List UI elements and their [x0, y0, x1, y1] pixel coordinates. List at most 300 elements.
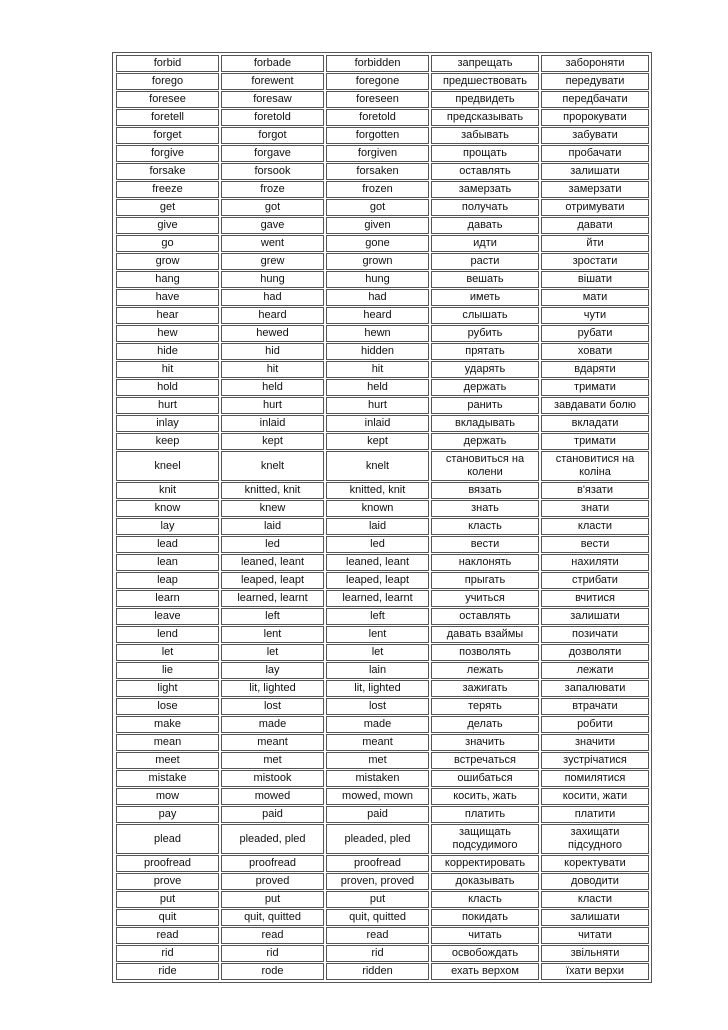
past-simple-cell: heard: [221, 307, 324, 324]
table-row: [116, 891, 649, 908]
ukrainian-translation-cell: вішати: [541, 271, 649, 288]
russian-translation-cell: замерзать: [431, 181, 539, 198]
russian-translation-cell: учиться: [431, 590, 539, 607]
russian-translation-cell: забывать: [431, 127, 539, 144]
past-participle-cell: meant: [326, 734, 429, 751]
ukrainian-translation-cell: чути: [541, 307, 649, 324]
past-simple-cell: leaned, leant: [221, 554, 324, 571]
table-row: [116, 482, 649, 499]
table-row: [116, 734, 649, 751]
russian-translation-cell: класть: [431, 891, 539, 908]
ukrainian-translation-cell: становитися на коліна: [541, 451, 649, 481]
infinitive-cell: lie: [116, 662, 219, 679]
table-row: [116, 626, 649, 643]
table-row: [116, 770, 649, 787]
past-simple-cell: foretold: [221, 109, 324, 126]
table-row: [116, 253, 649, 270]
ukrainian-translation-cell: лежати: [541, 662, 649, 679]
past-participle-cell: forsaken: [326, 163, 429, 180]
past-simple-cell: paid: [221, 806, 324, 823]
ukrainian-translation-cell: ховати: [541, 343, 649, 360]
russian-translation-cell: давать взаймы: [431, 626, 539, 643]
past-simple-cell: mowed: [221, 788, 324, 805]
past-simple-cell: hid: [221, 343, 324, 360]
past-simple-cell: lay: [221, 662, 324, 679]
ukrainian-translation-cell: доводити: [541, 873, 649, 890]
table-row: [116, 361, 649, 378]
ukrainian-translation-cell: косити, жати: [541, 788, 649, 805]
infinitive-cell: meet: [116, 752, 219, 769]
table-row: [116, 73, 649, 90]
ukrainian-translation-cell: забороняти: [541, 55, 649, 72]
infinitive-cell: rid: [116, 945, 219, 962]
table-row: [116, 806, 649, 823]
past-simple-cell: made: [221, 716, 324, 733]
table-row: [116, 716, 649, 733]
russian-translation-cell: запрещать: [431, 55, 539, 72]
russian-translation-cell: встречаться: [431, 752, 539, 769]
past-participle-cell: grown: [326, 253, 429, 270]
infinitive-cell: forgive: [116, 145, 219, 162]
russian-translation-cell: класть: [431, 518, 539, 535]
ukrainian-translation-cell: вчитися: [541, 590, 649, 607]
infinitive-cell: forego: [116, 73, 219, 90]
verb-table-sheet: [112, 52, 652, 983]
past-simple-cell: knew: [221, 500, 324, 517]
past-simple-cell: rid: [221, 945, 324, 962]
table-row: [116, 680, 649, 697]
past-simple-cell: froze: [221, 181, 324, 198]
infinitive-cell: grow: [116, 253, 219, 270]
table-row: [116, 788, 649, 805]
past-simple-cell: meant: [221, 734, 324, 751]
russian-translation-cell: косить, жать: [431, 788, 539, 805]
ukrainian-translation-cell: завдавати болю: [541, 397, 649, 414]
table-row: [116, 644, 649, 661]
russian-translation-cell: получать: [431, 199, 539, 216]
russian-translation-cell: оставлять: [431, 608, 539, 625]
russian-translation-cell: иметь: [431, 289, 539, 306]
table-row: [116, 307, 649, 324]
infinitive-cell: lay: [116, 518, 219, 535]
ukrainian-translation-cell: читати: [541, 927, 649, 944]
past-simple-cell: quit, quitted: [221, 909, 324, 926]
past-participle-cell: forgiven: [326, 145, 429, 162]
ukrainian-translation-cell: отримувати: [541, 199, 649, 216]
infinitive-cell: mow: [116, 788, 219, 805]
infinitive-cell: kneel: [116, 451, 219, 481]
table-row: [116, 199, 649, 216]
ukrainian-translation-cell: передувати: [541, 73, 649, 90]
ukrainian-translation-cell: їхати верхи: [541, 963, 649, 980]
russian-translation-cell: ранить: [431, 397, 539, 414]
past-simple-cell: learned, learnt: [221, 590, 324, 607]
past-participle-cell: given: [326, 217, 429, 234]
past-participle-cell: proven, proved: [326, 873, 429, 890]
russian-translation-cell: корректировать: [431, 855, 539, 872]
ukrainian-translation-cell: пророкувати: [541, 109, 649, 126]
past-participle-cell: frozen: [326, 181, 429, 198]
table-row: [116, 572, 649, 589]
past-participle-cell: knelt: [326, 451, 429, 481]
past-participle-cell: mowed, mown: [326, 788, 429, 805]
russian-translation-cell: читать: [431, 927, 539, 944]
russian-translation-cell: делать: [431, 716, 539, 733]
russian-translation-cell: расти: [431, 253, 539, 270]
ukrainian-translation-cell: зростати: [541, 253, 649, 270]
russian-translation-cell: ехать верхом: [431, 963, 539, 980]
russian-translation-cell: держать: [431, 433, 539, 450]
table-row: [116, 518, 649, 535]
past-simple-cell: grew: [221, 253, 324, 270]
ukrainian-translation-cell: передбачати: [541, 91, 649, 108]
past-simple-cell: hit: [221, 361, 324, 378]
russian-translation-cell: платить: [431, 806, 539, 823]
table-row: [116, 500, 649, 517]
past-simple-cell: had: [221, 289, 324, 306]
past-participle-cell: pleaded, pled: [326, 824, 429, 854]
past-simple-cell: lit, lighted: [221, 680, 324, 697]
table-row: [116, 271, 649, 288]
past-participle-cell: let: [326, 644, 429, 661]
infinitive-cell: go: [116, 235, 219, 252]
table-row: [116, 963, 649, 980]
russian-translation-cell: предсказывать: [431, 109, 539, 126]
table-row: [116, 698, 649, 715]
table-row: [116, 415, 649, 432]
russian-translation-cell: прощать: [431, 145, 539, 162]
past-participle-cell: ridden: [326, 963, 429, 980]
ukrainian-translation-cell: тримати: [541, 379, 649, 396]
past-participle-cell: leaned, leant: [326, 554, 429, 571]
table-row: [116, 379, 649, 396]
past-simple-cell: put: [221, 891, 324, 908]
past-participle-cell: lain: [326, 662, 429, 679]
russian-translation-cell: предвидеть: [431, 91, 539, 108]
table-row: [116, 451, 649, 481]
infinitive-cell: hang: [116, 271, 219, 288]
table-row: [116, 235, 649, 252]
infinitive-cell: knit: [116, 482, 219, 499]
infinitive-cell: lean: [116, 554, 219, 571]
ukrainian-translation-cell: значити: [541, 734, 649, 751]
infinitive-cell: hurt: [116, 397, 219, 414]
table-row: [116, 127, 649, 144]
infinitive-cell: leap: [116, 572, 219, 589]
past-simple-cell: rode: [221, 963, 324, 980]
past-participle-cell: lost: [326, 698, 429, 715]
russian-translation-cell: значить: [431, 734, 539, 751]
past-participle-cell: foretold: [326, 109, 429, 126]
past-simple-cell: left: [221, 608, 324, 625]
infinitive-cell: freeze: [116, 181, 219, 198]
russian-translation-cell: терять: [431, 698, 539, 715]
past-participle-cell: lent: [326, 626, 429, 643]
infinitive-cell: pay: [116, 806, 219, 823]
infinitive-cell: lend: [116, 626, 219, 643]
verb-table-body: [116, 55, 649, 980]
table-row: [116, 55, 649, 72]
past-simple-cell: foresaw: [221, 91, 324, 108]
infinitive-cell: leave: [116, 608, 219, 625]
infinitive-cell: read: [116, 927, 219, 944]
russian-translation-cell: прятать: [431, 343, 539, 360]
ukrainian-translation-cell: захищати підсудного: [541, 824, 649, 854]
russian-translation-cell: зажигать: [431, 680, 539, 697]
past-simple-cell: met: [221, 752, 324, 769]
past-participle-cell: forgotten: [326, 127, 429, 144]
infinitive-cell: hew: [116, 325, 219, 342]
russian-translation-cell: защищать подсудимого: [431, 824, 539, 854]
infinitive-cell: know: [116, 500, 219, 517]
table-row: [116, 909, 649, 926]
past-participle-cell: read: [326, 927, 429, 944]
russian-translation-cell: давать: [431, 217, 539, 234]
ukrainian-translation-cell: зустрічатися: [541, 752, 649, 769]
infinitive-cell: proofread: [116, 855, 219, 872]
russian-translation-cell: рубить: [431, 325, 539, 342]
past-participle-cell: put: [326, 891, 429, 908]
infinitive-cell: foresee: [116, 91, 219, 108]
russian-translation-cell: покидать: [431, 909, 539, 926]
ukrainian-translation-cell: залишати: [541, 608, 649, 625]
past-simple-cell: hewed: [221, 325, 324, 342]
table-row: [116, 217, 649, 234]
past-participle-cell: gone: [326, 235, 429, 252]
past-simple-cell: leaped, leapt: [221, 572, 324, 589]
russian-translation-cell: наклонять: [431, 554, 539, 571]
past-participle-cell: rid: [326, 945, 429, 962]
infinitive-cell: get: [116, 199, 219, 216]
past-participle-cell: forbidden: [326, 55, 429, 72]
past-participle-cell: known: [326, 500, 429, 517]
infinitive-cell: lose: [116, 698, 219, 715]
past-participle-cell: held: [326, 379, 429, 396]
ukrainian-translation-cell: забувати: [541, 127, 649, 144]
past-participle-cell: inlaid: [326, 415, 429, 432]
infinitive-cell: light: [116, 680, 219, 697]
past-simple-cell: lent: [221, 626, 324, 643]
table-row: [116, 145, 649, 162]
past-participle-cell: mistaken: [326, 770, 429, 787]
ukrainian-translation-cell: запалювати: [541, 680, 649, 697]
past-participle-cell: got: [326, 199, 429, 216]
infinitive-cell: forget: [116, 127, 219, 144]
infinitive-cell: learn: [116, 590, 219, 607]
infinitive-cell: lead: [116, 536, 219, 553]
russian-translation-cell: вкладывать: [431, 415, 539, 432]
past-simple-cell: held: [221, 379, 324, 396]
table-row: [116, 608, 649, 625]
infinitive-cell: foretell: [116, 109, 219, 126]
past-participle-cell: proofread: [326, 855, 429, 872]
infinitive-cell: mean: [116, 734, 219, 751]
past-simple-cell: gave: [221, 217, 324, 234]
ukrainian-translation-cell: тримати: [541, 433, 649, 450]
russian-translation-cell: идти: [431, 235, 539, 252]
table-row: [116, 433, 649, 450]
infinitive-cell: hit: [116, 361, 219, 378]
ukrainian-translation-cell: платити: [541, 806, 649, 823]
ukrainian-translation-cell: залишати: [541, 909, 649, 926]
russian-translation-cell: знать: [431, 500, 539, 517]
infinitive-cell: quit: [116, 909, 219, 926]
ukrainian-translation-cell: вдаряти: [541, 361, 649, 378]
table-row: [116, 752, 649, 769]
russian-translation-cell: предшествовать: [431, 73, 539, 90]
ukrainian-translation-cell: знати: [541, 500, 649, 517]
russian-translation-cell: вязать: [431, 482, 539, 499]
past-simple-cell: mistook: [221, 770, 324, 787]
infinitive-cell: give: [116, 217, 219, 234]
past-simple-cell: inlaid: [221, 415, 324, 432]
infinitive-cell: plead: [116, 824, 219, 854]
past-simple-cell: hurt: [221, 397, 324, 414]
irregular-verbs-table: [114, 54, 651, 981]
past-participle-cell: foregone: [326, 73, 429, 90]
russian-translation-cell: позволять: [431, 644, 539, 661]
past-simple-cell: forgave: [221, 145, 324, 162]
infinitive-cell: forbid: [116, 55, 219, 72]
russian-translation-cell: становиться на колени: [431, 451, 539, 481]
past-simple-cell: kept: [221, 433, 324, 450]
past-simple-cell: read: [221, 927, 324, 944]
past-simple-cell: forsook: [221, 163, 324, 180]
infinitive-cell: let: [116, 644, 219, 661]
ukrainian-translation-cell: залишати: [541, 163, 649, 180]
infinitive-cell: make: [116, 716, 219, 733]
table-row: [116, 289, 649, 306]
past-participle-cell: hurt: [326, 397, 429, 414]
infinitive-cell: put: [116, 891, 219, 908]
table-row: [116, 109, 649, 126]
infinitive-cell: hide: [116, 343, 219, 360]
table-row: [116, 181, 649, 198]
russian-translation-cell: лежать: [431, 662, 539, 679]
russian-translation-cell: слышать: [431, 307, 539, 324]
ukrainian-translation-cell: рубати: [541, 325, 649, 342]
past-simple-cell: knitted, knit: [221, 482, 324, 499]
russian-translation-cell: ошибаться: [431, 770, 539, 787]
ukrainian-translation-cell: нахиляти: [541, 554, 649, 571]
ukrainian-translation-cell: в'язати: [541, 482, 649, 499]
infinitive-cell: forsake: [116, 163, 219, 180]
past-simple-cell: forgot: [221, 127, 324, 144]
russian-translation-cell: оставлять: [431, 163, 539, 180]
table-row: [116, 945, 649, 962]
ukrainian-translation-cell: вкладати: [541, 415, 649, 432]
ukrainian-translation-cell: коректувати: [541, 855, 649, 872]
russian-translation-cell: держать: [431, 379, 539, 396]
table-row: [116, 927, 649, 944]
past-participle-cell: met: [326, 752, 429, 769]
past-participle-cell: led: [326, 536, 429, 553]
ukrainian-translation-cell: помилятися: [541, 770, 649, 787]
past-participle-cell: leaped, leapt: [326, 572, 429, 589]
ukrainian-translation-cell: класти: [541, 518, 649, 535]
past-participle-cell: kept: [326, 433, 429, 450]
ukrainian-translation-cell: давати: [541, 217, 649, 234]
infinitive-cell: hold: [116, 379, 219, 396]
table-row: [116, 662, 649, 679]
past-participle-cell: lit, lighted: [326, 680, 429, 697]
ukrainian-translation-cell: втрачати: [541, 698, 649, 715]
past-participle-cell: hewn: [326, 325, 429, 342]
russian-translation-cell: доказывать: [431, 873, 539, 890]
ukrainian-translation-cell: вести: [541, 536, 649, 553]
past-simple-cell: forewent: [221, 73, 324, 90]
past-simple-cell: pleaded, pled: [221, 824, 324, 854]
past-simple-cell: lost: [221, 698, 324, 715]
infinitive-cell: inlay: [116, 415, 219, 432]
table-row: [116, 91, 649, 108]
ukrainian-translation-cell: робити: [541, 716, 649, 733]
table-row: [116, 536, 649, 553]
past-participle-cell: had: [326, 289, 429, 306]
past-participle-cell: learned, learnt: [326, 590, 429, 607]
russian-translation-cell: ударять: [431, 361, 539, 378]
past-simple-cell: proved: [221, 873, 324, 890]
table-row: [116, 163, 649, 180]
infinitive-cell: mistake: [116, 770, 219, 787]
past-participle-cell: foreseen: [326, 91, 429, 108]
infinitive-cell: prove: [116, 873, 219, 890]
infinitive-cell: keep: [116, 433, 219, 450]
past-participle-cell: made: [326, 716, 429, 733]
russian-translation-cell: вести: [431, 536, 539, 553]
table-row: [116, 873, 649, 890]
ukrainian-translation-cell: мати: [541, 289, 649, 306]
ukrainian-translation-cell: позичати: [541, 626, 649, 643]
ukrainian-translation-cell: звільняти: [541, 945, 649, 962]
past-participle-cell: laid: [326, 518, 429, 535]
past-participle-cell: heard: [326, 307, 429, 324]
past-simple-cell: hung: [221, 271, 324, 288]
russian-translation-cell: прыгать: [431, 572, 539, 589]
table-row: [116, 855, 649, 872]
table-row: [116, 325, 649, 342]
table-row: [116, 824, 649, 854]
past-participle-cell: hidden: [326, 343, 429, 360]
table-row: [116, 397, 649, 414]
ukrainian-translation-cell: класти: [541, 891, 649, 908]
past-simple-cell: went: [221, 235, 324, 252]
ukrainian-translation-cell: стрибати: [541, 572, 649, 589]
past-simple-cell: knelt: [221, 451, 324, 481]
ukrainian-translation-cell: дозволяти: [541, 644, 649, 661]
table-row: [116, 554, 649, 571]
past-participle-cell: paid: [326, 806, 429, 823]
infinitive-cell: ride: [116, 963, 219, 980]
ukrainian-translation-cell: йти: [541, 235, 649, 252]
past-participle-cell: left: [326, 608, 429, 625]
table-row: [116, 343, 649, 360]
ukrainian-translation-cell: замерзати: [541, 181, 649, 198]
past-simple-cell: forbade: [221, 55, 324, 72]
past-simple-cell: let: [221, 644, 324, 661]
russian-translation-cell: освобождать: [431, 945, 539, 962]
past-simple-cell: led: [221, 536, 324, 553]
ukrainian-translation-cell: пробачати: [541, 145, 649, 162]
past-simple-cell: laid: [221, 518, 324, 535]
past-participle-cell: hung: [326, 271, 429, 288]
past-simple-cell: got: [221, 199, 324, 216]
infinitive-cell: have: [116, 289, 219, 306]
past-participle-cell: hit: [326, 361, 429, 378]
infinitive-cell: hear: [116, 307, 219, 324]
past-participle-cell: quit, quitted: [326, 909, 429, 926]
table-row: [116, 590, 649, 607]
